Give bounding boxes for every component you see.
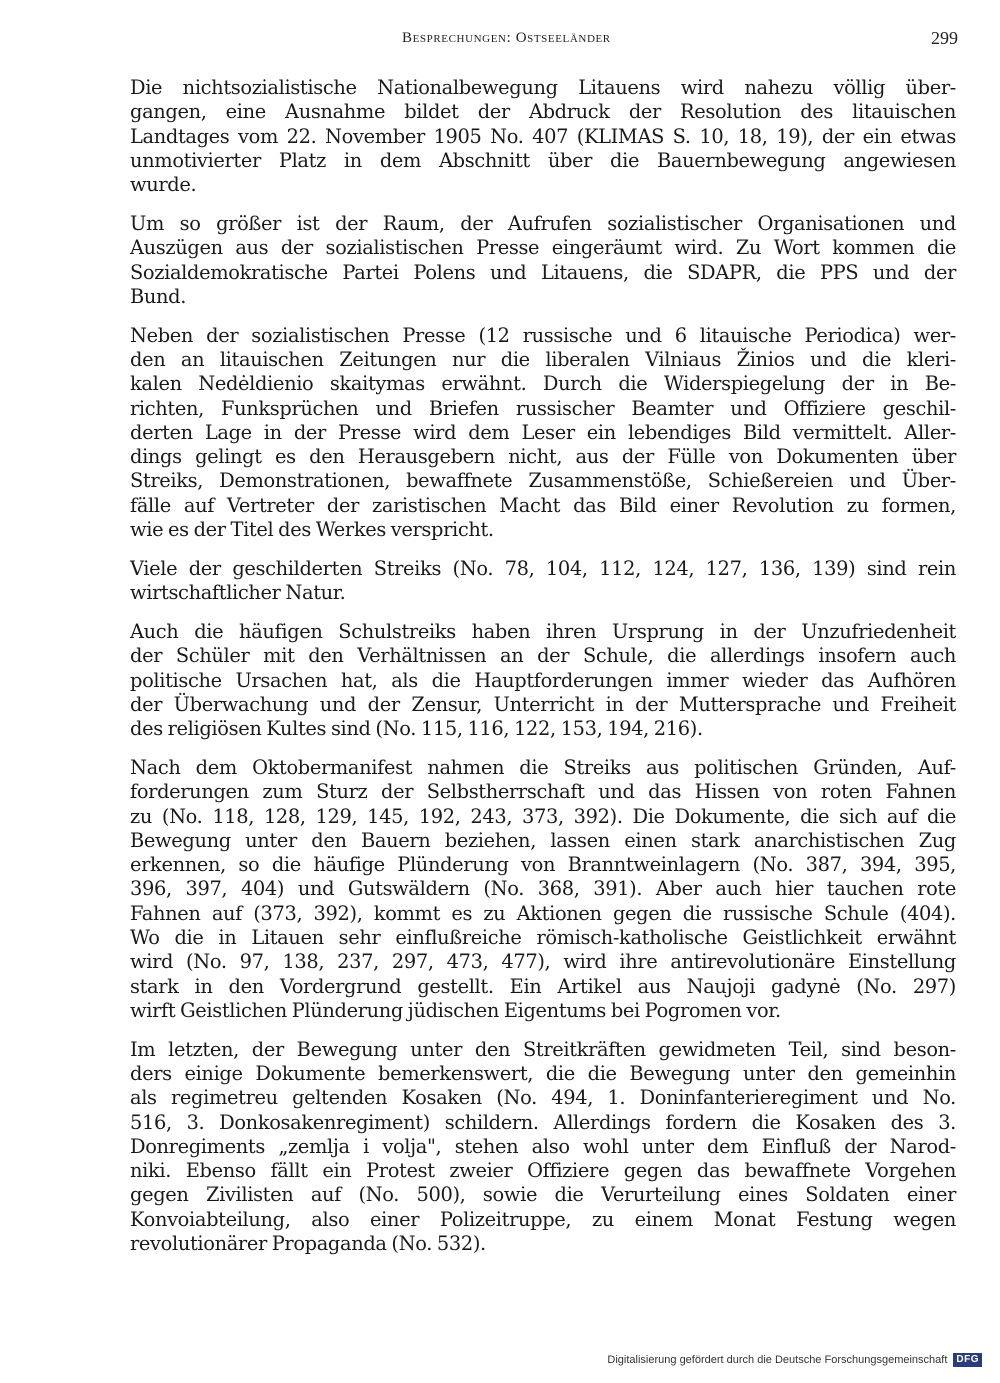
text-line: zu (No. 118, 128, 129, 145, 192, 243, 373, 392). Die Dokumente, die sich auf die — [130, 804, 956, 828]
text-line: derten Lage in der Presse wird dem Leser ein lebendiges Bild vermittelt. Aller- — [130, 420, 956, 444]
text-line: 516, 3. Donkosakenregiment) schildern. Allerdings fordern die Kosaken des 3. — [130, 1110, 956, 1134]
paragraph-7 — [130, 1038, 956, 1257]
text-line: der Überwachung und der Zensur, Unterricht in der Muttersprache und Freiheit — [130, 692, 956, 716]
paragraph-3 — [130, 324, 956, 543]
paragraph-6 — [130, 756, 956, 1023]
text-line: Fahnen auf (373, 392), kommt es zu Aktionen gegen die russische Schule (404). — [130, 901, 956, 925]
text-line: ders einige Dokumente bemerkenswert, die die Bewegung unter den gemeinhin — [130, 1061, 956, 1085]
text-line: des religiösen Kultes sind (No. 115, 116, 122, 153, 194, 216). — [130, 717, 703, 741]
text-line: politische Ursachen hat, als die Hauptforderungen immer wieder das Aufhören — [130, 668, 956, 692]
text-line: den an litauischen Zeitungen nur die liberalen Vilniaus Žinios und die kleri- — [130, 347, 956, 371]
text-line: der Schüler mit den Verhältnissen an der Schule, die allerdings insofern auch — [130, 644, 956, 668]
text-line: Auch die häufigen Schulstreiks haben ihren Ursprung in der Unzufriedenheit — [130, 619, 956, 643]
text-line: revolutionärer Propaganda (No. 532). — [130, 1232, 486, 1256]
text-line: gegen Zivilisten auf (No. 500), sowie die Verurteilung eines Soldaten einer — [130, 1183, 956, 1207]
paragraph-1 — [130, 76, 956, 197]
running-title: Besprechungen: Ostseeländer — [402, 30, 611, 46]
text-line: stark in den Vordergrund gestellt. Ein Artikel aus Naujoji gadynė (No. 297) — [130, 974, 956, 998]
text-line: gangen, eine Ausnahme bildet der Abdruck der Resolution des litauischen — [130, 100, 956, 124]
dfg-logo-icon: DFG — [953, 1353, 982, 1367]
text-line: Neben der sozialistischen Presse (12 russische und 6 litauische Periodica) wer- — [130, 323, 956, 347]
page-number: 299 — [931, 28, 958, 48]
text-line: niki. Ebenso fällt ein Protest zweier Offiziere gegen das bewaffnete Vorgehen — [130, 1159, 956, 1183]
paragraph-4 — [130, 557, 956, 606]
text-line: unmotivierter Platz in dem Abschnitt über die Bauernbewegung angewiesen — [130, 148, 956, 172]
text-line: Bewegung unter den Bauern beziehen, lassen einen stark anarchistischen Zug — [130, 828, 956, 852]
paragraph-5 — [130, 620, 956, 741]
text-line: wie es der Titel des Werkes verspricht. — [130, 518, 494, 542]
text-line: Viele der geschilderten Streiks (No. 78, 104, 112, 124, 127, 136, 139) sind rein — [130, 556, 956, 580]
text-line: Konvoiabteilung, also einer Polizeitruppe, zu einem Monat Festung wegen — [130, 1207, 956, 1231]
text-line: Nach dem Oktobermanifest nahmen die Streiks aus politischen Gründen, Auf- — [130, 755, 956, 779]
text-line: erkennen, so die häufige Plünderung von Branntweinlagern (No. 387, 394, 395, — [130, 853, 956, 877]
text-line: als regimetreu geltenden Kosaken (No. 494, 1. Doninfanterieregiment und No. — [130, 1086, 956, 1110]
running-head — [130, 30, 958, 52]
text-line: Die nichtsozialistische Nationalbewegung Litauens wird nahezu völlig über- — [130, 76, 956, 99]
text-line: kalen Nedėldienio skaitymas erwähnt. Durch die Widerspiegelung der in Be- — [130, 372, 956, 396]
text-line: Landtages vom 22. November 1905 No. 407 (KLIMAS S. 10, 18, 19), der ein etwas — [130, 124, 956, 148]
text-line: Um so größer ist der Raum, der Aufrufen sozialistischer Organisationen und — [130, 211, 956, 235]
text-line: Im letzten, der Bewegung unter den Streitkräften gewidmeten Teil, sind beson- — [130, 1037, 956, 1061]
text-line: Bund. — [130, 284, 187, 308]
text-line: Auszügen aus der sozialistischen Presse eingeräumt wird. Zu Wort kommen die — [130, 236, 956, 260]
text-line: fälle auf Vertreter der zaristischen Macht das Bild einer Revolution zu formen, — [130, 493, 956, 517]
text-line: wirtschaftlicher Natur. — [130, 581, 346, 605]
review-body-text — [130, 76, 956, 1271]
text-line: 396, 397, 404) und Gutswäldern (No. 368, 391). Aber auch hier tauchen rote — [130, 877, 956, 901]
credit-text: Digitalisierung gefördert durch die Deutsche Forschungsgemeinschaft — [607, 1354, 948, 1366]
text-line: Donregiments „zemlja i volja", stehen also wohl unter dem Einfluß der Narod- — [130, 1134, 956, 1158]
text-line: richten, Funksprüchen und Briefen russischer Beamter und Offiziere geschil- — [130, 396, 956, 420]
text-line: Wo die in Litauen sehr einflußreiche römisch-katholische Geistlichkeit erwähnt — [130, 926, 956, 949]
text-line: forderungen zum Sturz der Selbstherrschaft und das Hissen von roten Fahnen — [130, 780, 956, 804]
paragraph-2 — [130, 212, 956, 309]
text-line: Sozialdemokratische Partei Polens und Litauens, die SDAPR, die PPS und der — [130, 260, 956, 284]
text-line: dings gelingt es den Herausgebern nicht, aus der Fülle von Dokumenten über — [130, 445, 956, 469]
text-line: Streiks, Demonstrationen, bewaffnete Zusammenstöße, Schießereien und Über- — [130, 469, 956, 493]
text-line: wird (No. 97, 138, 237, 297, 473, 477), wird ihre antirevolutionäre Einstellung — [130, 950, 956, 974]
text-line: wirft Geistlichen Plünderung jüdischen Eigentums bei Pogromen vor. — [130, 998, 781, 1022]
digitization-credit — [607, 1351, 982, 1369]
text-line: wurde. — [130, 173, 197, 197]
